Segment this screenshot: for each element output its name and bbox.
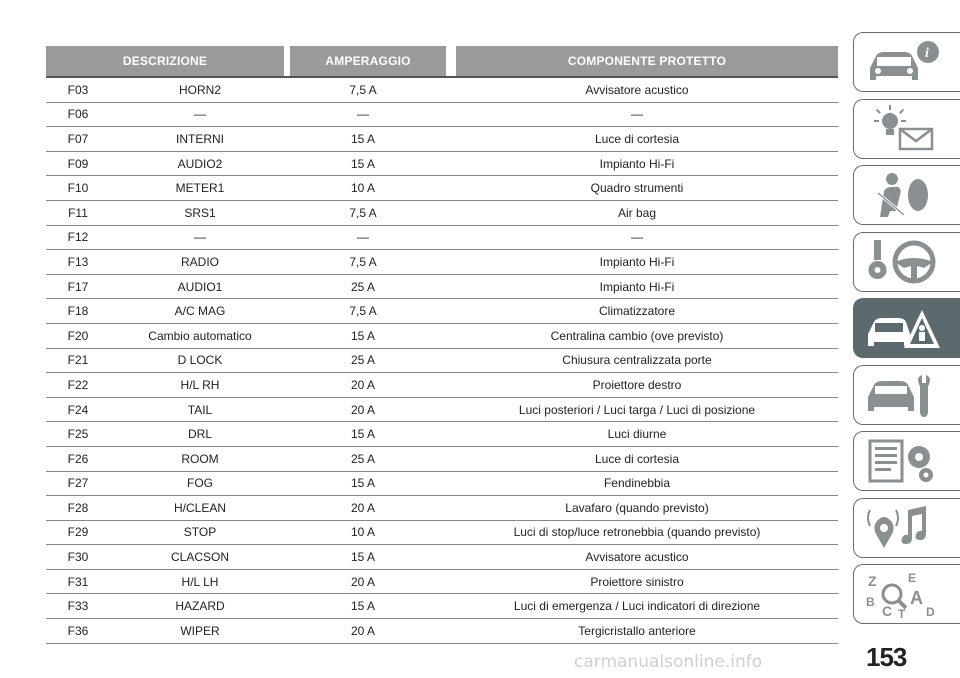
fuse-name: WIPER xyxy=(180,623,220,638)
protected-component: Lavafaro (quando previsto) xyxy=(565,500,709,515)
fuse-name: CLACSON xyxy=(170,550,229,565)
fuse-amperage: 20 A xyxy=(350,574,376,589)
car-info-icon xyxy=(864,38,944,86)
table-body xyxy=(46,76,838,644)
protected-component: Fendinebbia xyxy=(603,476,671,491)
fuse-amperage: 7,5 A xyxy=(349,254,377,269)
fuse-name: — xyxy=(194,230,206,245)
fuse-code: F13 xyxy=(67,254,89,269)
fuse-amperage: 15 A xyxy=(350,599,376,614)
fuse-code: F11 xyxy=(68,205,88,220)
warning-lights-icon xyxy=(864,105,944,153)
fuse-code: F31 xyxy=(67,574,89,589)
fuse-amperage: — xyxy=(357,230,369,245)
fuse-amperage: 15 A xyxy=(350,427,376,442)
table-row xyxy=(46,78,838,103)
fuse-code: F36 xyxy=(67,623,89,638)
fuse-name: DRL xyxy=(187,427,212,442)
protected-component: Chiusura centralizzata porte xyxy=(562,353,712,368)
tab-warning-lights[interactable] xyxy=(853,99,960,159)
svg-text:B: B xyxy=(866,595,875,609)
fuse-amperage: 15 A xyxy=(350,131,376,146)
fuse-amperage: 25 A xyxy=(350,279,376,294)
tab-start-drive[interactable] xyxy=(853,232,960,292)
car-maintenance-icon xyxy=(864,371,944,419)
fuse-name: Cambio automatico xyxy=(148,328,252,343)
protected-component: Quadro strumenti xyxy=(590,181,684,196)
svg-text:D: D xyxy=(926,605,935,618)
fuse-code: F12 xyxy=(67,230,89,245)
protected-component: Luci posteriori / Luci targa / Luci di posizione xyxy=(518,402,756,417)
protected-component: Impianto Hi-Fi xyxy=(599,254,675,269)
fuse-amperage: 20 A xyxy=(350,623,376,638)
protected-component: Impianto Hi-Fi xyxy=(599,279,675,294)
fuse-name: HORN2 xyxy=(178,82,221,97)
protected-component: Luci diurne xyxy=(607,427,667,442)
fuse-amperage: 10 A xyxy=(350,525,376,540)
tab-car-info[interactable] xyxy=(853,32,960,92)
fuse-amperage: 25 A xyxy=(350,353,376,368)
protected-component: Avvisatore acustico xyxy=(585,550,689,565)
protected-component: Luce di cortesia xyxy=(594,131,680,146)
protected-component: Tergicristallo anteriore xyxy=(578,623,696,638)
table-row xyxy=(46,570,838,595)
fuse-name: — xyxy=(194,107,206,122)
fuse-amperage: 20 A xyxy=(350,402,376,417)
fuse-code: F07 xyxy=(67,131,89,146)
svg-text:E: E xyxy=(908,571,917,585)
tab-multimedia[interactable] xyxy=(853,498,960,558)
seatbelt-airbag-icon xyxy=(864,171,944,219)
fuse-code: F03 xyxy=(67,82,89,97)
table-row xyxy=(46,299,838,324)
table-row xyxy=(46,226,838,251)
table-row xyxy=(46,250,838,275)
tab-safety[interactable] xyxy=(853,165,960,225)
table-row xyxy=(46,152,838,177)
table-row xyxy=(46,349,838,374)
fuse-amperage: 7,5 A xyxy=(349,205,377,220)
fuse-amperage: 7,5 A xyxy=(349,304,377,319)
fuse-name: SRS1 xyxy=(184,205,216,220)
fuse-code: F24 xyxy=(67,402,89,417)
fuse-code: F25 xyxy=(67,427,89,442)
fuse-amperage: 15 A xyxy=(350,328,376,343)
fuse-name: TAIL xyxy=(187,402,213,417)
protected-component: — xyxy=(631,107,643,122)
fuse-amperage: 25 A xyxy=(350,451,376,466)
table-row xyxy=(46,103,838,128)
alphabetical-index-icon xyxy=(864,570,944,618)
protected-component: Luci di emergenza / Luci indicatori di direzione xyxy=(513,599,761,614)
table-row xyxy=(46,521,838,546)
tab-emergency[interactable] xyxy=(853,298,960,358)
fuse-code: F22 xyxy=(67,377,89,392)
table-row xyxy=(46,201,838,226)
table-row xyxy=(46,447,838,472)
fuse-code: F26 xyxy=(67,451,89,466)
fuse-code: F21 xyxy=(67,353,89,368)
protected-component: Climatizzatore xyxy=(598,304,676,319)
svg-text:A: A xyxy=(910,588,923,608)
header-amperaggio: AMPERAGGIO xyxy=(290,46,446,76)
fuse-name: METER1 xyxy=(175,181,225,196)
table-row xyxy=(46,422,838,447)
fuse-amperage: 20 A xyxy=(350,500,376,515)
fuse-amperage: 15 A xyxy=(350,476,376,491)
protected-component: Avvisatore acustico xyxy=(585,82,689,97)
protected-component: Proiettore sinistro xyxy=(590,574,684,589)
fuse-name: A/C MAG xyxy=(174,304,226,319)
protected-component: Luci di stop/luce retronebbia (quando previsto) xyxy=(513,525,761,540)
fuse-code: F33 xyxy=(67,599,89,614)
table-row xyxy=(46,275,838,300)
fuse-code: F09 xyxy=(67,156,89,171)
fuse-name: INTERNI xyxy=(176,131,224,146)
table-row xyxy=(46,545,838,570)
side-tabs xyxy=(853,32,960,631)
specs-gear-icon xyxy=(864,437,944,485)
fuse-code: F18 xyxy=(67,304,89,319)
header-componente: COMPONENTE PROTETTO xyxy=(456,46,838,76)
page-number: 153 xyxy=(866,642,907,672)
fuse-name: FOG xyxy=(187,476,213,491)
fuse-name: D LOCK xyxy=(177,353,223,368)
fuse-name: STOP xyxy=(183,525,217,540)
fuse-amperage: — xyxy=(357,107,369,122)
fuse-code: F06 xyxy=(67,107,89,122)
protected-component: Luce di cortesia xyxy=(594,451,680,466)
fuse-code: F28 xyxy=(67,500,89,515)
key-steering-wheel-icon xyxy=(864,238,944,286)
fuse-name: ROOM xyxy=(181,451,219,466)
svg-text:T: T xyxy=(898,607,906,618)
table-row xyxy=(46,324,838,349)
svg-text:Z: Z xyxy=(868,573,877,589)
fuse-name: H/CLEAN xyxy=(173,500,226,515)
fuse-code: F10 xyxy=(67,181,89,196)
tab-index[interactable] xyxy=(853,564,960,624)
fuse-amperage: 20 A xyxy=(350,377,376,392)
protected-component: Centralina cambio (ove previsto) xyxy=(550,328,724,343)
table-row xyxy=(46,619,838,644)
fuse-name: AUDIO2 xyxy=(177,156,223,171)
fuse-name: H/L LH xyxy=(181,574,219,589)
watermark: carmanualsonline.info xyxy=(574,652,763,672)
svg-text:C: C xyxy=(882,603,893,618)
protected-component: — xyxy=(631,230,643,245)
svg-text:i: i xyxy=(925,46,929,61)
fuse-table xyxy=(46,46,838,644)
fuse-name: H/L RH xyxy=(180,377,220,392)
protected-component: Proiettore destro xyxy=(592,377,682,392)
fuse-code: F20 xyxy=(67,328,89,343)
fuse-name: HAZARD xyxy=(175,599,225,614)
fuse-amperage: 15 A xyxy=(350,550,376,565)
protected-component: Air bag xyxy=(617,205,657,220)
table-row xyxy=(46,594,838,619)
tab-technical-data[interactable] xyxy=(853,431,960,491)
table-row xyxy=(46,398,838,423)
table-row xyxy=(46,496,838,521)
protected-component: Impianto Hi-Fi xyxy=(599,156,675,171)
fuse-name: RADIO xyxy=(180,254,219,269)
fuse-amperage: 7,5 A xyxy=(349,82,377,97)
multimedia-icon xyxy=(864,504,944,552)
tab-maintenance[interactable] xyxy=(853,365,960,425)
table-row xyxy=(46,176,838,201)
table-row xyxy=(46,373,838,398)
fuse-name: AUDIO1 xyxy=(177,279,223,294)
table-row xyxy=(46,472,838,497)
fuse-amperage: 10 A xyxy=(350,181,376,196)
fuse-code: F29 xyxy=(67,525,89,540)
table-row xyxy=(46,127,838,152)
fuse-code: F27 xyxy=(67,476,89,491)
fuse-code: F17 xyxy=(67,279,89,294)
fuse-amperage: 15 A xyxy=(350,156,376,171)
header-descrizione: DESCRIZIONE xyxy=(46,46,284,76)
fuse-code: F30 xyxy=(67,550,89,565)
table-header xyxy=(46,46,838,76)
car-breakdown-icon xyxy=(864,304,944,352)
